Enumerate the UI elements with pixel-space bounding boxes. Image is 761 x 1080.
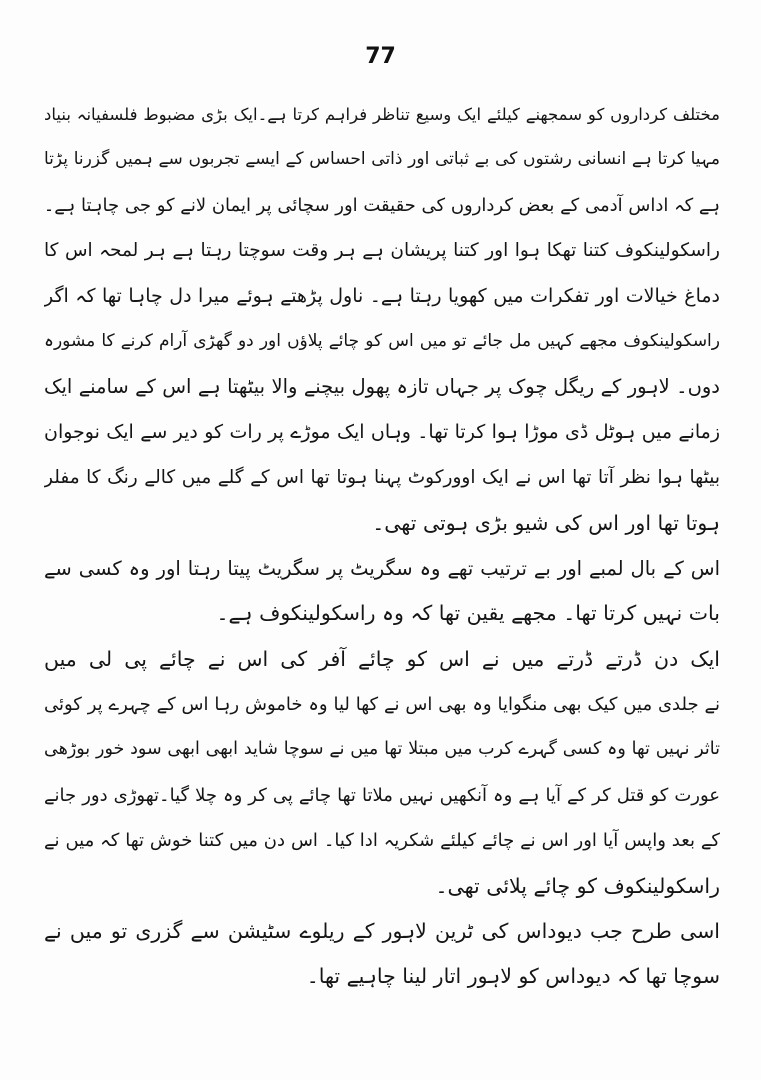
page-body — [44, 92, 720, 1000]
text-line: اس کے بال لمبے اور بے ترتیب تھے وہ سگریٹ پر سگریٹ پیتا رہتا اور وہ کسی سے — [44, 556, 720, 580]
page-number: 77 — [365, 44, 396, 69]
text-line: بات نہیں کرتا تھا۔ مجھے یقین تھا کہ وہ راسکولینکوف ہے۔ — [216, 601, 720, 626]
text-line: کے بعد واپس آیا اور اس نے چائے کیلئے شکریہ ادا کیا۔ اس دن میں کتنا خوش تھا کہ میں نے — [44, 830, 720, 852]
text-line: راسکولینکوف کتنا تھکا ہوا اور کتنا پریشان ہے ہر وقت سوچتا رہتا ہے ہر لمحہ اس کا — [44, 240, 720, 262]
text-line: اسی طرح جب دیوداس کی ٹرین لاہور کے ریلوے سٹیشن سے گزری تو میں نے — [44, 919, 720, 944]
text-line: بیٹھا ہوا نظر آتا تھا اس نے ایک اوورکوٹ پہنا ہوتا تھا اس کے گلے میں کالے رنگ کا مفلر — [44, 467, 720, 489]
text-line: سوچا تھا کہ دیوداس کو لاہور اتار لینا چاہیے تھا۔ — [306, 964, 720, 989]
text-line: ہوتا تھا اور اس کی شیو بڑی ہوتی تھی۔ — [372, 510, 720, 535]
text-line: عورت کو قتل کر کے آیا ہے وہ آنکھیں نہیں ملاتا تھا چائے پی کر وہ چلا گیا۔تھوڑی دور جانے — [44, 784, 720, 806]
text-line: تاثر نہیں تھا وہ کسی گہرے کرب میں مبتلا تھا میں نے سوچا شاید ابھی ابھی سود خور بوڑھی — [44, 739, 720, 760]
text-line: مختلف کرداروں کو سمجھنے کیلئے ایک وسیع تناظر فراہم کرتا ہے۔ایک بڑی مضبوط فلسفیانہ بنیاد — [44, 105, 720, 124]
text-line: زمانے میں ہوٹل ڈی موڑا ہوا کرتا تھا۔ وہاں ایک موڑے پر رات کو دیر سے ایک نوجوان — [44, 420, 720, 443]
text-line: مہیا کرتا ہے انسانی رشتوں کی بے ثباتی اور ذاتی احساس کے ایسے تجربوں سے ہمیں گزرنا پڑتا — [44, 149, 720, 170]
text-line: ہے کہ اداس آدمی کے بعض کرداروں کی حقیقت اور سچائی پر ایمان لانے کو جی چاہتا ہے۔ — [44, 194, 720, 216]
text-line: ایک دن ڈرتے ڈرتے میں نے اس کو چائے آفر کی اس نے چائے پی لی میں — [44, 646, 720, 671]
text-line: دوں۔ لاہور کے ریگل چوک پر جہاں تازہ پھول بیچنے والا بیٹھتا ہے اس کے سامنے ایک — [44, 375, 720, 399]
text-line: راسکولینکوف کو چائے پلائی تھی۔ — [435, 873, 720, 898]
text-line: دماغ خیالات اور تفکرات میں کھویا رہتا ہے۔ ناول پڑھتے ہوئے میرا دل چاہا تھا کہ اگر — [44, 284, 720, 307]
text-line: نے جلدی میں کیک بھی منگوایا وہ بھی اس نے کھا لیا وہ خاموش رہا اس کے چہرے پر کوئی — [44, 694, 720, 716]
text-line: راسکولینکوف مجھے کہیں مل جائے تو میں اس کو چائے پلاؤں اور دو گھڑی آرام کرنے کا مشورہ — [44, 330, 720, 351]
